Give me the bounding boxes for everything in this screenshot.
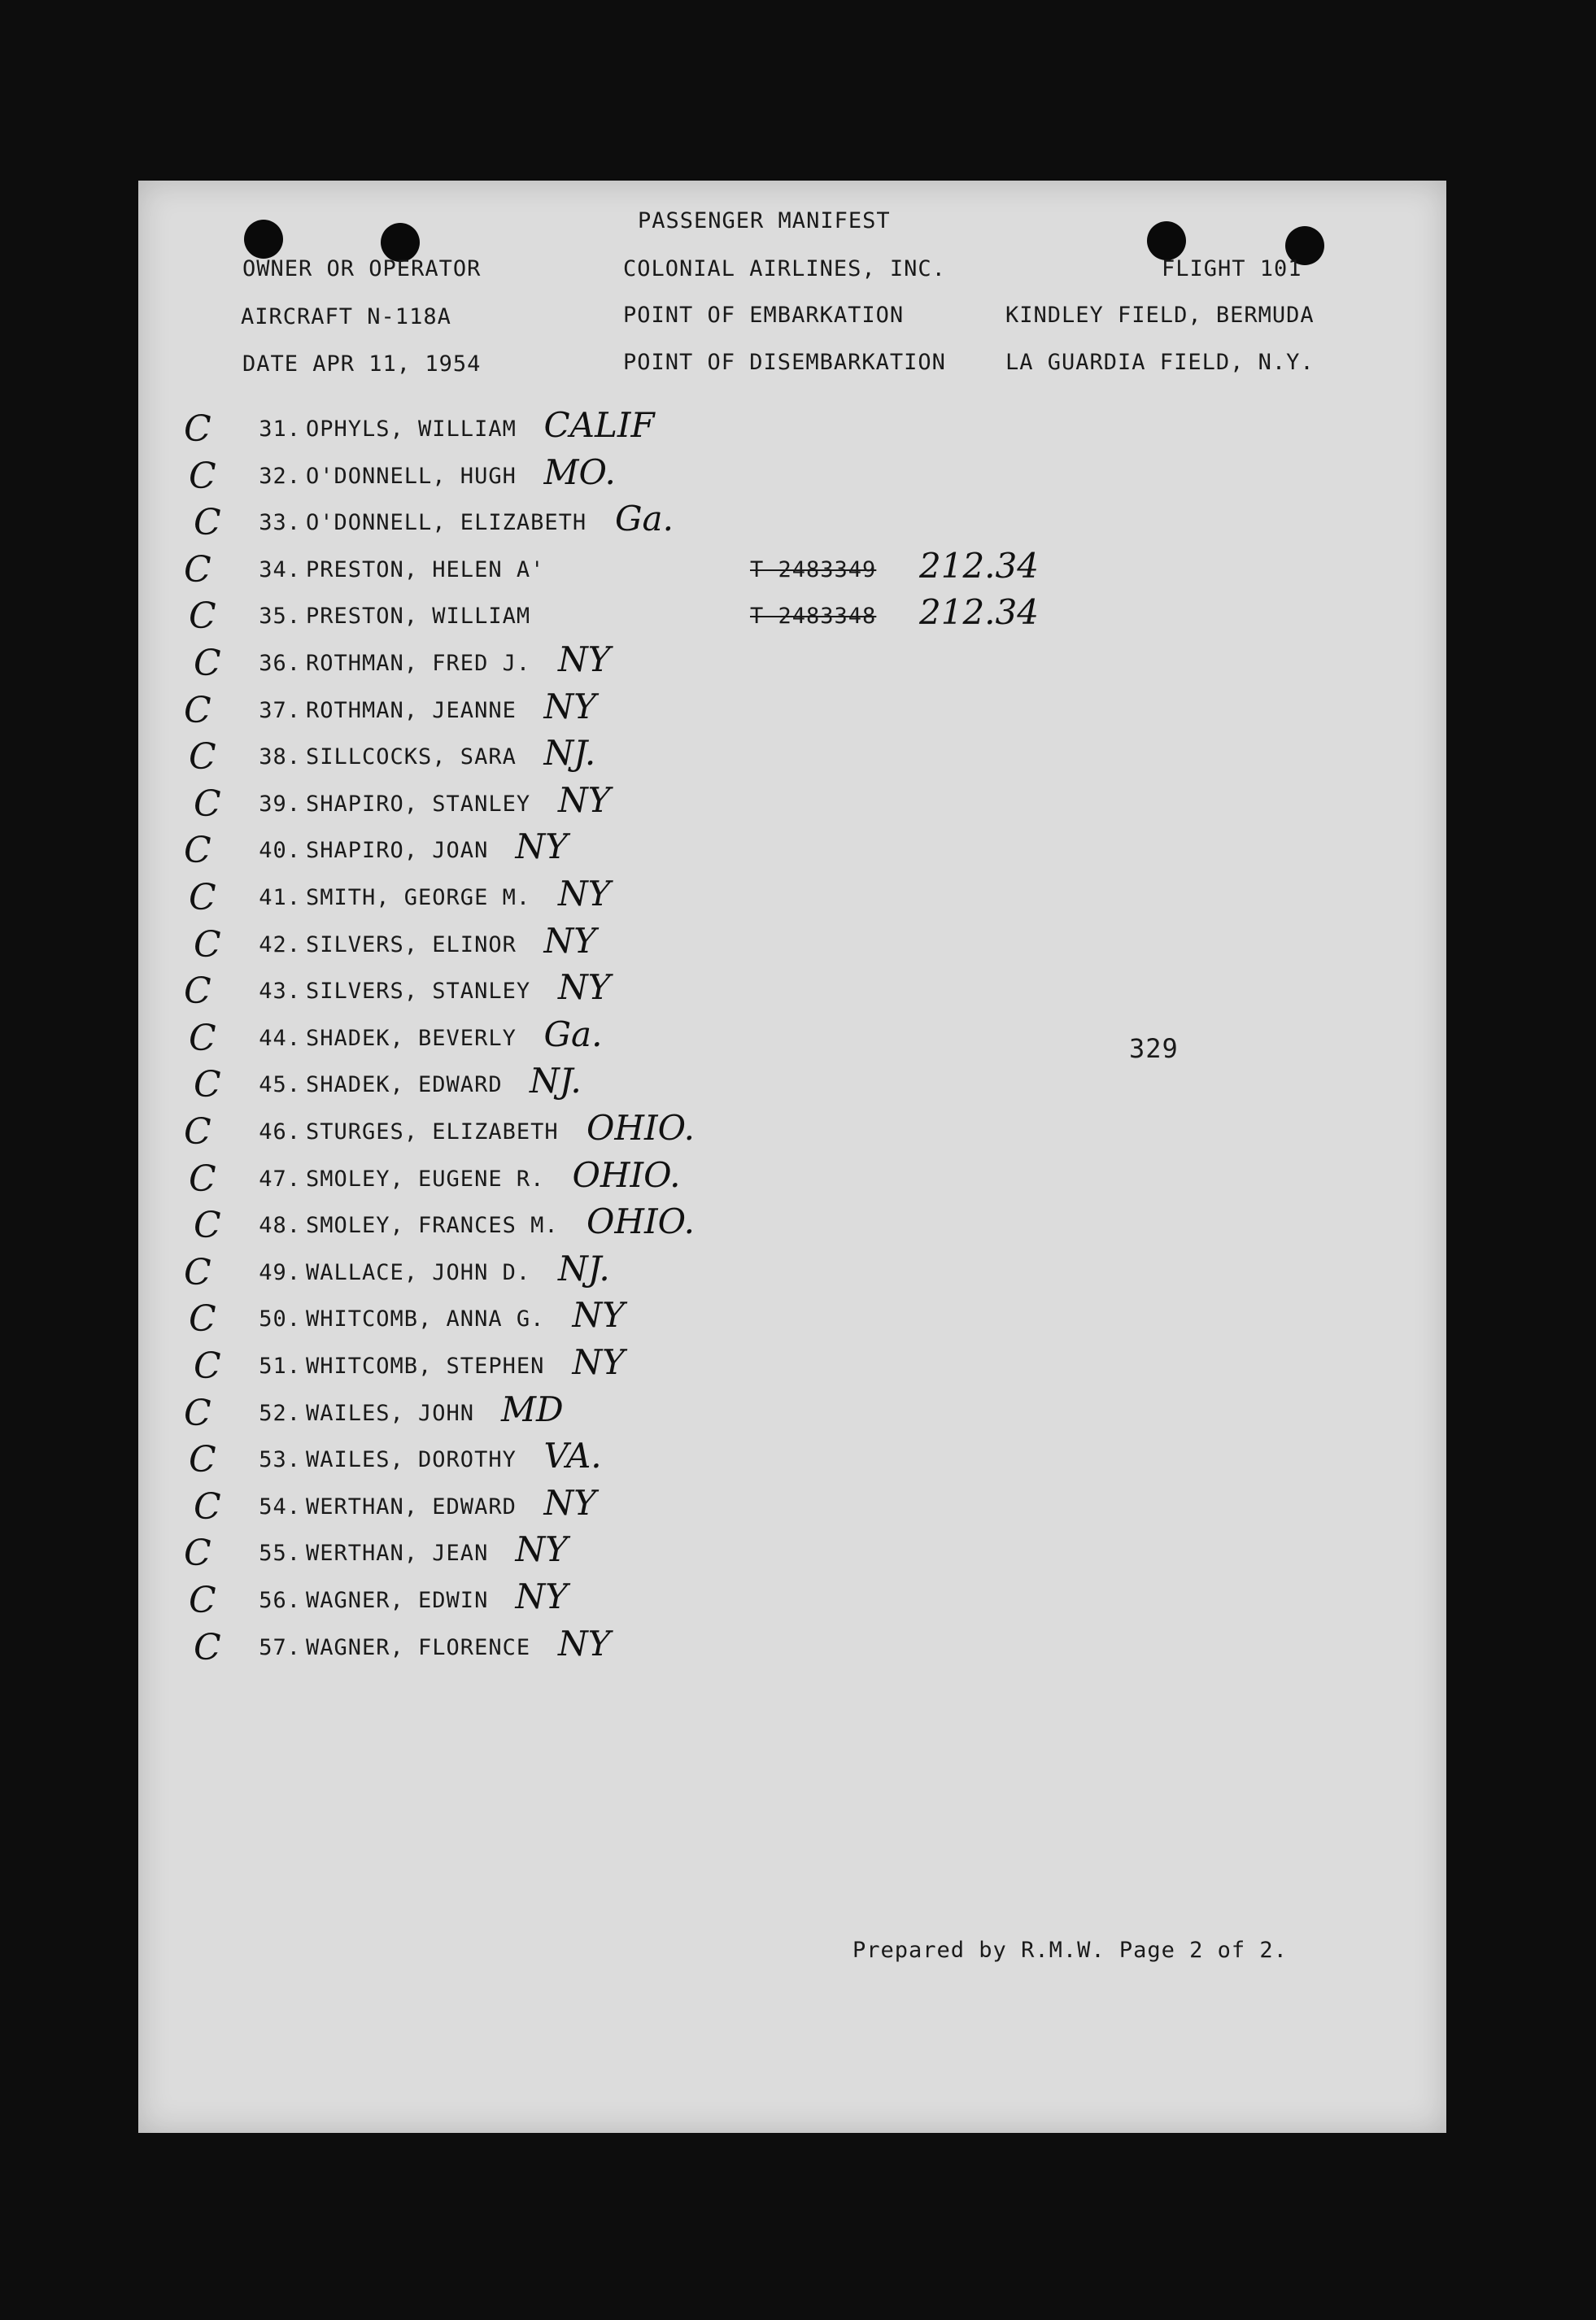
disembarkation-value: LA GUARDIA FIELD, N.Y.	[1005, 350, 1315, 375]
check-mark-icon: C	[194, 1485, 221, 1528]
manifest-title: PASSENGER MANIFEST	[638, 208, 891, 233]
check-mark-icon: C	[189, 736, 216, 778]
handwritten-state: OHIO.	[572, 1154, 681, 1195]
passenger-number: 50.	[259, 1306, 301, 1332]
handwritten-state: NY	[515, 1529, 568, 1570]
embarkation-label: POINT OF EMBARKATION	[623, 303, 905, 328]
passenger-name: SHADEK, EDWARD	[306, 1072, 503, 1098]
page-stamp-number: 329	[1129, 1033, 1179, 1064]
passenger-name: SILVERS, STANLEY	[306, 979, 531, 1005]
date: DATE APR 11, 1954	[242, 351, 482, 377]
passenger-name: O'DONNELL, ELIZABETH	[306, 510, 587, 536]
handwritten-state: Ga.	[615, 499, 674, 539]
passenger-number: 46.	[259, 1119, 301, 1145]
passenger-name: SMOLEY, FRANCES M.	[306, 1213, 559, 1239]
handwritten-amount: 212.34	[919, 545, 1039, 586]
check-mark-icon: C	[184, 408, 211, 450]
passenger-name: WAGNER, FLORENCE	[306, 1634, 531, 1660]
check-mark-icon: C	[184, 548, 211, 591]
handwritten-state: MO.	[543, 451, 616, 492]
check-mark-icon: C	[189, 455, 216, 497]
handwritten-state: NY	[558, 779, 611, 820]
passenger-number: 32.	[259, 463, 301, 489]
handwritten-state: NY	[543, 920, 596, 961]
passenger-name: WHITCOMB, ANNA G.	[306, 1306, 545, 1332]
ticket-number: T 2483349	[750, 556, 877, 582]
passenger-name: PRESTON, HELEN A'	[306, 556, 545, 582]
check-mark-icon: C	[184, 1392, 211, 1434]
footer-note: Prepared by R.M.W. Page 2 of 2.	[853, 1938, 1288, 1963]
passenger-number: 48.	[259, 1213, 301, 1239]
check-mark-icon: C	[194, 783, 221, 825]
check-mark-icon: C	[189, 1298, 216, 1341]
owner-label: OWNER OR OPERATOR	[242, 256, 482, 281]
handwritten-state: VA.	[543, 1436, 602, 1476]
handwritten-state: MD	[501, 1389, 564, 1429]
passenger-number: 36.	[259, 651, 301, 676]
passenger-name: SMOLEY, EUGENE R.	[306, 1166, 545, 1192]
check-mark-icon: C	[194, 923, 221, 966]
passenger-name: WAILES, JOHN	[306, 1400, 475, 1426]
passenger-name: WAILES, DOROTHY	[306, 1447, 517, 1473]
passenger-name: WERTHAN, JEAN	[306, 1541, 489, 1567]
passenger-number: 41.	[259, 885, 301, 910]
punch-hole-right-1	[1147, 221, 1186, 260]
check-mark-icon: C	[194, 1345, 221, 1387]
ticket-number: T 2483348	[750, 604, 877, 630]
passenger-name: SHAPIRO, STANLEY	[306, 791, 531, 817]
passenger-number: 52.	[259, 1400, 301, 1426]
passenger-name: WAGNER, EDWIN	[306, 1588, 489, 1613]
check-mark-icon: C	[189, 1439, 216, 1481]
owner-value: COLONIAL AIRLINES, INC.	[623, 256, 946, 281]
handwritten-state: NJ.	[543, 733, 596, 774]
handwritten-state: OHIO.	[587, 1201, 695, 1242]
handwritten-state: NY	[558, 639, 611, 679]
check-mark-icon: C	[194, 502, 221, 544]
handwritten-state: NY	[515, 1576, 568, 1616]
passenger-number: 44.	[259, 1025, 301, 1051]
passenger-number: 54.	[259, 1494, 301, 1520]
passenger-number: 56.	[259, 1588, 301, 1613]
handwritten-state: NY	[543, 686, 596, 726]
handwritten-state: Ga.	[543, 1014, 603, 1054]
check-mark-icon: C	[194, 1626, 221, 1668]
passenger-number: 33.	[259, 510, 301, 536]
handwritten-state: CALIF	[543, 405, 655, 445]
passenger-number: 31.	[259, 416, 301, 442]
handwritten-state: OHIO.	[587, 1108, 695, 1148]
check-mark-icon: C	[189, 1580, 216, 1621]
passenger-name: ROTHMAN, JEANNE	[306, 697, 517, 723]
passenger-name: STURGES, ELIZABETH	[306, 1119, 559, 1145]
passenger-number: 43.	[259, 979, 301, 1005]
manifest-page	[138, 181, 1446, 2133]
passenger-number: 42.	[259, 931, 301, 957]
handwritten-state: NY	[572, 1342, 625, 1382]
check-mark-icon: C	[184, 689, 211, 731]
passenger-number: 39.	[259, 791, 301, 817]
punch-hole-left-1	[244, 220, 283, 259]
check-mark-icon: C	[184, 970, 211, 1013]
passenger-name: SILVERS, ELINOR	[306, 931, 517, 957]
handwritten-state: NY	[558, 1623, 611, 1664]
check-mark-icon: C	[189, 595, 216, 638]
passenger-name: SMITH, GEORGE M.	[306, 885, 531, 910]
handwritten-state: NY	[543, 1482, 596, 1523]
check-mark-icon: C	[194, 1064, 221, 1106]
check-mark-icon: C	[189, 877, 216, 918]
check-mark-icon: C	[184, 1111, 211, 1153]
passenger-name: SHADEK, BEVERLY	[306, 1025, 517, 1051]
disembarkation-label: POINT OF DISEMBARKATION	[623, 350, 946, 375]
passenger-name: WHITCOMB, STEPHEN	[306, 1354, 545, 1379]
passenger-name: ROTHMAN, FRED J.	[306, 651, 531, 676]
handwritten-state: NY	[558, 967, 611, 1008]
passenger-number: 37.	[259, 697, 301, 723]
passenger-name: SILLCOCKS, SARA	[306, 744, 517, 770]
passenger-number: 38.	[259, 744, 301, 770]
passenger-number: 47.	[259, 1166, 301, 1192]
handwritten-amount: 212.34	[919, 592, 1039, 633]
handwritten-state: NY	[572, 1295, 625, 1336]
passenger-number: 35.	[259, 604, 301, 630]
check-mark-icon: C	[184, 1251, 211, 1293]
handwritten-state: NY	[515, 826, 568, 867]
check-mark-icon: C	[189, 1158, 216, 1200]
handwritten-state: NJ.	[558, 1248, 610, 1289]
passenger-name: WALLACE, JOHN D.	[306, 1259, 531, 1285]
passenger-number: 49.	[259, 1259, 301, 1285]
passenger-name: O'DONNELL, HUGH	[306, 463, 517, 489]
passenger-name: OPHYLS, WILLIAM	[306, 416, 517, 442]
aircraft: AIRCRAFT N-118A	[241, 304, 451, 329]
passenger-number: 57.	[259, 1634, 301, 1660]
passenger-number: 40.	[259, 838, 301, 864]
check-mark-icon: C	[194, 643, 221, 684]
check-mark-icon: C	[189, 1017, 216, 1059]
handwritten-state: NJ.	[530, 1061, 582, 1101]
passenger-name: PRESTON, WILLIAM	[306, 604, 531, 630]
passenger-number: 51.	[259, 1354, 301, 1379]
passenger-name: SHAPIRO, JOAN	[306, 838, 489, 864]
passenger-name: WERTHAN, EDWARD	[306, 1494, 517, 1520]
passenger-number: 45.	[259, 1072, 301, 1098]
passenger-number: 55.	[259, 1541, 301, 1567]
embarkation-value: KINDLEY FIELD, BERMUDA	[1005, 303, 1315, 328]
flight-number: FLIGHT 101	[1162, 256, 1302, 281]
check-mark-icon: C	[184, 1533, 211, 1575]
check-mark-icon: C	[194, 1205, 221, 1247]
handwritten-state: NY	[558, 874, 611, 914]
passenger-number: 34.	[259, 556, 301, 582]
passenger-number: 53.	[259, 1447, 301, 1473]
check-mark-icon: C	[184, 830, 211, 872]
